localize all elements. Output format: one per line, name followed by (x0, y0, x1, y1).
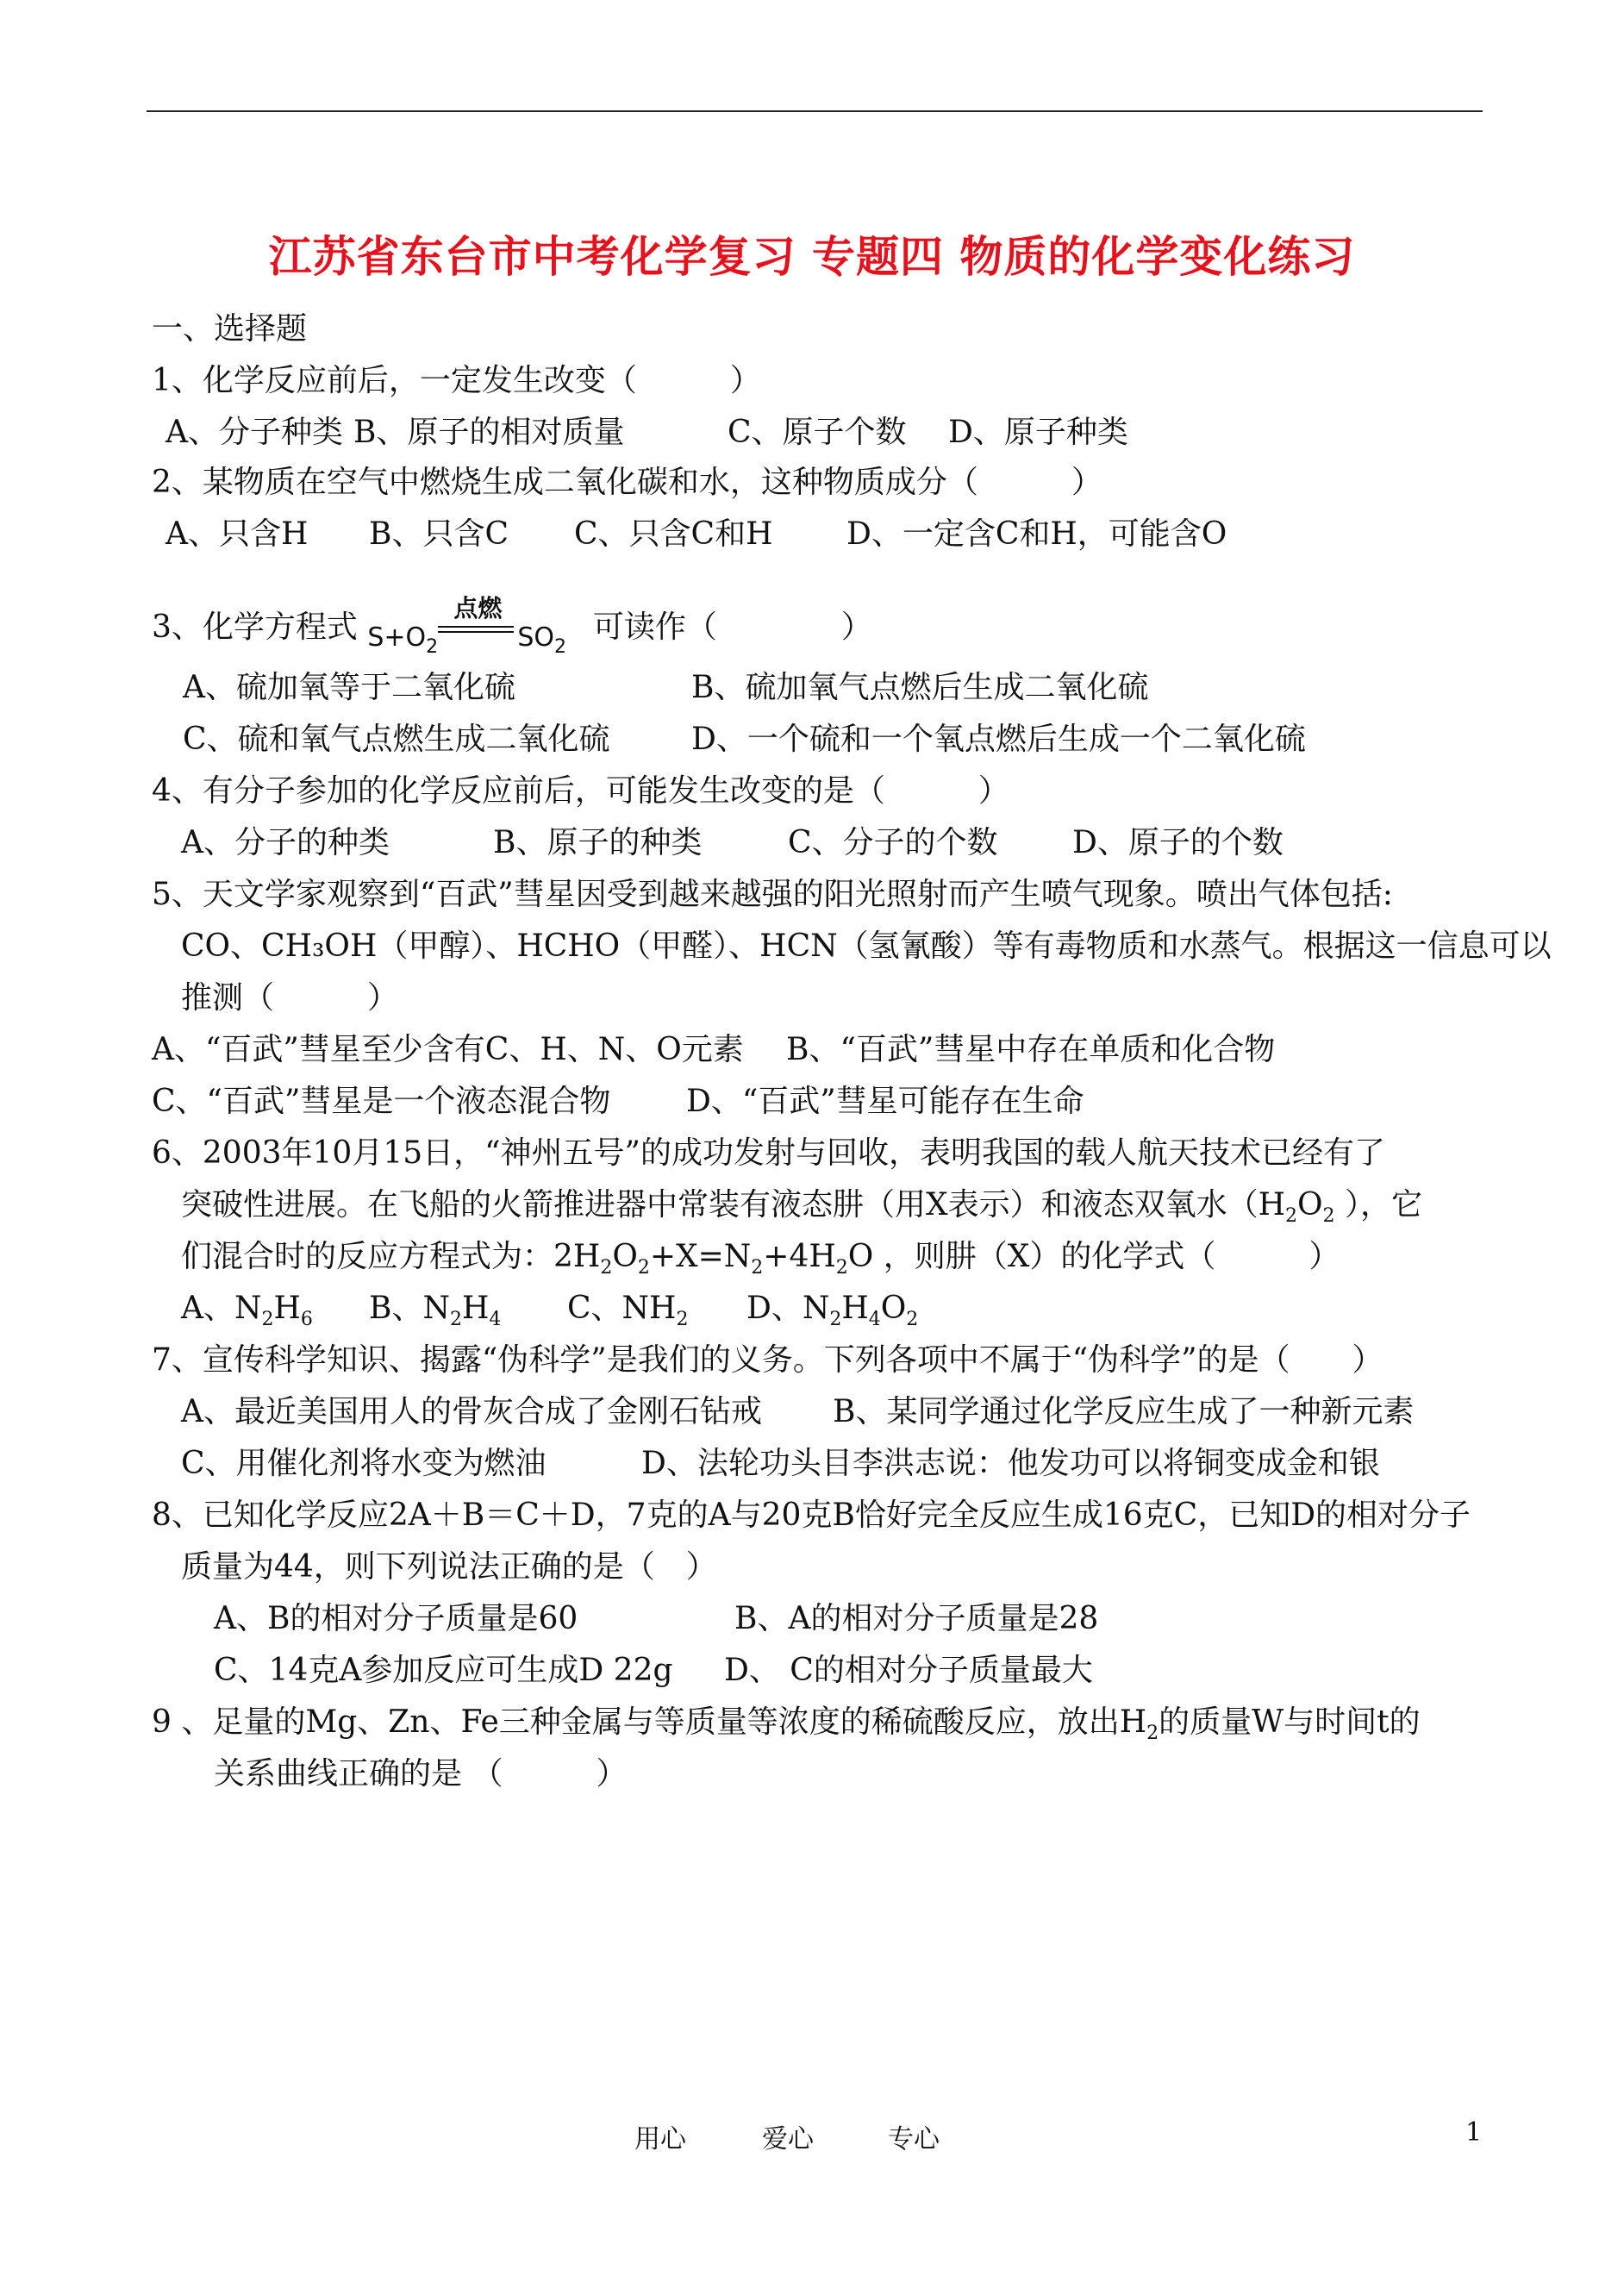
question-6-stem-line2: 突破性进展。在飞船的火箭推进器中常装有液态肼（用X表示）和液态双氧水（$H_2O_2$ ），它 (181, 1187, 1423, 1227)
q4-option-b: B、原子的种类 (493, 825, 703, 860)
question-9-stem-line1: 9 、足量的Mg、Zn、Fe三种金属与等质量等浓度的稀硫酸反应，放出$H_2$的质量W与时间t的 (152, 1704, 1421, 1744)
equation-reactants: $S+O_2$ (367, 622, 439, 658)
q6-option-c: C、$NH_2$ (567, 1291, 689, 1330)
q5-option-b: B、“百武”彗星中存在单质和化合物 (786, 1032, 1276, 1067)
q2-option-a: A、只含H (166, 516, 309, 552)
q5-option-c: C、“百武”彗星是一个液态混合物 (152, 1084, 611, 1119)
q3-option-d: D、一个硫和一个氧点燃后生成一个二氧化硫 (691, 722, 1306, 757)
q1-option-a: A、分子种类 (166, 415, 343, 450)
question-6-stem-line1: 6、2003年10月15日，“神州五号”的成功发射与回收，表明我国的载人航天技术已经有了 (152, 1135, 1385, 1171)
question-5-stem-line2: CO、CH₃OH（甲醇）、HCHO（甲醛）、HCN（氢氰酸）等有毒物质和水蒸气。根据这一信息可以 (181, 929, 1552, 964)
question-7-stem: 7、宣传科学知识、揭露“伪科学”是我们的义务。下列各项中不属于“伪科学”的是（ ） (152, 1342, 1384, 1378)
equation-condition: 点燃 (453, 594, 503, 622)
question-8-stem-line2: 质量为44，则下列说法正确的是（ ） (181, 1549, 717, 1585)
q1-option-d: D、原子种类 (948, 415, 1128, 450)
q3-option-c: C、硫和氧气点燃生成二氧化硫 (183, 722, 610, 757)
q3-stem-prefix: 3、化学方程式 (152, 610, 358, 645)
q6-option-a: A、$N_2H_6$ (181, 1291, 313, 1330)
equation-bar-bottom (438, 631, 514, 633)
q7-option-c: C、用催化剂将水变为燃油 (181, 1446, 547, 1481)
question-1-stem: 1、化学反应前后，一定发生改变（ ） (152, 363, 761, 398)
footer-text-2: 爱心 (762, 2124, 814, 2154)
q4-option-d: D、原子的个数 (1072, 825, 1284, 860)
question-5-stem-line3: 推测（ ） (181, 980, 399, 1016)
q7-option-b: B、某同学通过化学反应生成了一种新元素 (833, 1394, 1415, 1429)
question-4-stem: 4、有分子参加的化学反应前后，可能发生改变的是（ ） (152, 773, 1009, 809)
q2-option-d: D、一定含C和H，可能含O (846, 516, 1227, 552)
section-heading: 一、选择题 (152, 311, 308, 347)
question-8-stem-line1: 8、已知化学反应2A＋B＝C＋D，7克的A与20克B恰好完全反应生成16克C，已知D的相对分子 (152, 1498, 1471, 1533)
q4-option-c: C、分子的个数 (788, 825, 998, 860)
question-5-stem-line1: 5、天文学家观察到“百武”彗星因受到越来越强的阳光照射而产生喷气现象。喷出气体包括: (152, 877, 1393, 912)
q7-option-a: A、最近美国用人的骨灰合成了金刚石钻戒 (181, 1394, 762, 1429)
q6-option-b: B、$N_2H_4$ (369, 1291, 502, 1330)
q3-option-a: A、硫加氧等于二氧化硫 (183, 670, 515, 705)
page-title: 江苏省东台市中考化学复习 专题四 物质的化学变化练习 (268, 232, 1356, 282)
q1-option-b: B、原子的相对质量 (353, 415, 625, 450)
question-6-stem-line3: 们混合时的反应方程式为：$2H_2O_2+X=N_2+4H_2O$ ，则肼（X）的化学式（ ） (181, 1239, 1340, 1279)
equation-bar-top (438, 626, 514, 628)
q3-option-b: B、硫加氧气点燃后生成二氧化硫 (691, 670, 1149, 705)
q2-option-b: B、只含C (369, 516, 509, 552)
header-rule (147, 110, 1483, 112)
q6-option-d: D、$N_2H_4O_2$ (746, 1291, 919, 1330)
q2-option-c: C、只含C和H (574, 516, 773, 552)
q8-option-d: D、 C的相对分子质量最大 (724, 1653, 1093, 1688)
q8-option-c: C、14克A参加反应可生成D 22g (214, 1653, 673, 1688)
q8-option-b: B、A的相对分子质量是28 (734, 1601, 1099, 1636)
question-2-stem: 2、某物质在空气中燃烧生成二氧化碳和水，这种物质成分（ ） (152, 465, 1102, 500)
q5-option-a: A、“百武”彗星至少含有C、H、N、O元素 (152, 1032, 744, 1067)
q3-stem-suffix: 可读作（ ） (592, 610, 872, 645)
q1-option-c: C、原子个数 (728, 415, 907, 450)
question-3-stem (152, 594, 872, 658)
equation-products: $SO_2$ (517, 622, 567, 658)
q5-option-d: D、“百武”彗星可能存在生命 (686, 1084, 1084, 1119)
footer-text-3: 专心 (888, 2124, 940, 2154)
q4-option-a: A、分子的种类 (181, 825, 390, 860)
footer-text-1: 用心 (634, 2124, 686, 2154)
q7-option-d: D、法轮功头目李洪志说：他发功可以将铜变成金和银 (641, 1446, 1380, 1481)
chemical-equation (367, 594, 583, 658)
page-number: 1 (1465, 2117, 1483, 2148)
question-9-stem-line2: 关系曲线正确的是 （ ） (214, 1756, 628, 1792)
q8-option-a: A、B的相对分子质量是60 (214, 1601, 578, 1636)
